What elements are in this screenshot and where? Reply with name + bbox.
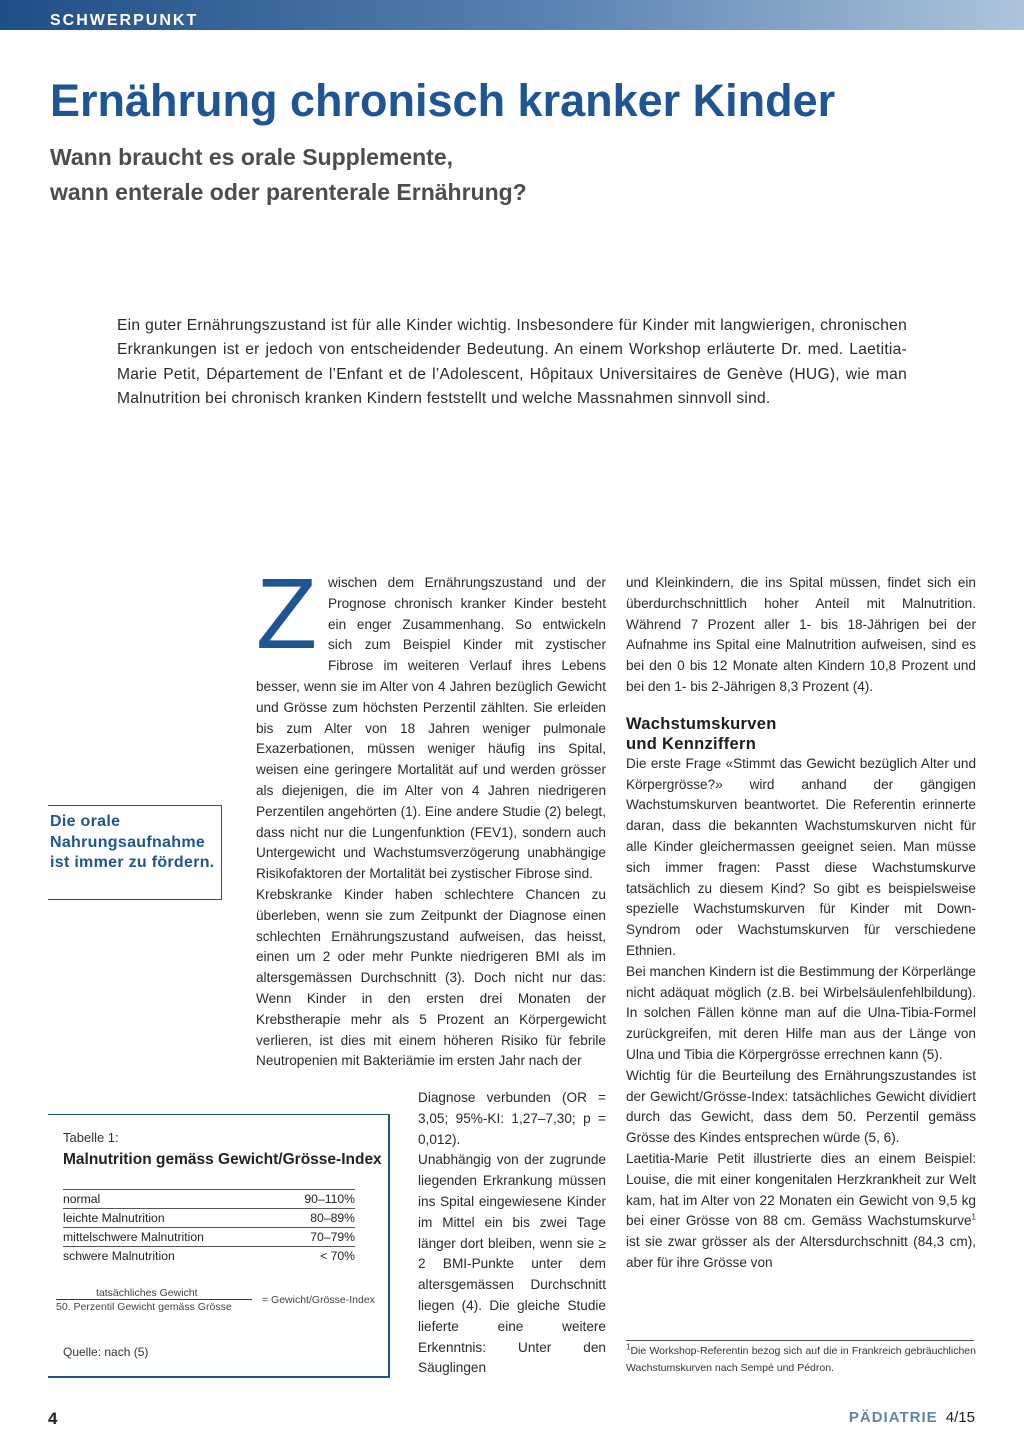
body-paragraph: Diagnose verbunden (OR = 3,05; 95%-KI: 1,27–7,30; p = 0,012). <box>418 1090 606 1147</box>
section-heading <box>626 714 976 754</box>
table-body <box>63 1189 355 1265</box>
subtitle-line-2: wann enterale oder parenterale Ernährung? <box>50 179 527 205</box>
table-source: Quelle: nach (5) <box>63 1345 149 1359</box>
lead-paragraph: Ein guter Ernährungszustand ist für alle Kinder wichtig. Insbesondere für Kinder mit langwierigen, chronischen Erkrankungen ist er jedoch von entscheidender Bedeutung. An einem Workshop erläuterte Dr. med. Laetitia-Marie Petit, Département de l’Enfant et de l’Adolescent, Hôpitaux Universitaires de Genève (HUG), wie man Malnutrition bei chronisch kranken Kindern feststellt und welche Massnahmen sinnvoll sind. <box>117 317 907 408</box>
body-paragraph: Bei manchen Kindern ist die Bestimmung der Körperlänge nicht adäquat möglich (z.B. bei Wirbelsäulenfehlbildung). In solchen Fällen könne man auf die Ulna-Tibia-Formel zurückgreifen, mit deren Hilfe man aus der Länge von Ulna und Tibia die Körpergrösse errechnen kann (5). <box>626 963 976 1062</box>
article-subtitle <box>50 140 750 210</box>
table-cell-category: schwere Malnutrition <box>63 1249 175 1263</box>
body-text-fragment: Laetitia-Marie Petit illustrierte dies an einem Beispiel: Louise, die mit einer kongenitalen Herzkrankheit zur Welt kam, hat im Alter von 22 Monaten ein Gewicht von 9,5 kg bei einer Grösse von 88 cm. Gemäss Wachstumskurve <box>626 1150 976 1229</box>
fraction-bar <box>56 1299 252 1300</box>
table-row <box>63 1209 355 1228</box>
subtitle-line-1: Wann braucht es orale Supplemente, <box>50 144 454 170</box>
malnutrition-table-box <box>48 1114 390 1378</box>
table-row <box>63 1228 355 1247</box>
formula-numerator: tatsächliches Gewicht <box>96 1287 198 1299</box>
body-paragraph: Wichtig für die Beurteilung des Ernährungszustandes ist der Gewicht/Grösse-Index: tatsächliches Gewicht dividiert durch das Gewicht, dass dem 50. Perzentil gemäss Grösse des Kindes entsprechen würde (5, 6). <box>626 1067 976 1146</box>
footnote-reference: 1 <box>971 1212 976 1222</box>
table-cell-category: normal <box>63 1192 101 1206</box>
body-paragraph: und Kleinkindern, die ins Spital müssen, findet sich ein überdurchschnittlich hoher Anteil mit Malnutrition. Während 7 Prozent aller 1- bis 18-Jährigen bei der Aufnahme ins Spital eine Malnutrition aufweisen, sind es bei den 0 bis 12 Monate alten Kindern 10,8 Prozent und bei den 1- bis 2-Jährigen 8,3 Prozent (4). <box>626 575 976 694</box>
table-cell-category: leichte Malnutrition <box>63 1211 165 1225</box>
table-row <box>63 1189 355 1209</box>
table-cell-range: 90–110% <box>304 1192 355 1206</box>
body-paragraph: Krebskranke Kinder haben schlechtere Chancen zu überleben, wenn sie zum Zeitpunkt der Diagnose einen schlechten Ernährungszustand aufweisen, das heisst, einen um 2 oder mehr Punkte niedrigeren BMI als im altersgemässen Durchschnitt (3). Doch nicht nur das: Wenn Kinder in den ersten drei Monaten der Krebstherapie mehr als 5 Prozent an Körpergewicht verlieren, ist dies mit einem höheren Risiko für febrile Neutropenien mit Bakteriämie im ersten Jahr nach der <box>256 886 606 1069</box>
formula-result: = Gewicht/Grösse-Index <box>262 1294 375 1306</box>
table-row <box>63 1247 355 1265</box>
section-label: SCHWERPUNKT <box>50 12 199 29</box>
journal-issue: 4/15 <box>945 1409 975 1426</box>
pull-quote: Die orale Nahrungsaufnahme ist immer zu fördern. <box>48 805 222 900</box>
footnote-marker: 1 <box>626 1342 631 1352</box>
table-cell-range: < 70% <box>320 1249 355 1263</box>
body-column-2 <box>626 573 976 1274</box>
table-cell-category: mittelschwere Malnutrition <box>63 1230 204 1244</box>
body-paragraph: Die erste Frage «Stimmt das Gewicht bezüglich Alter und Körpergrösse?» wird anhand der gängigen Wachstumskurven beantwortet. Die Referentin erinnerte daran, dass die bekannten Wachstumskurven nicht für alle Kinder gleichermassen geeignet seien. Man müsse sich immer fragen: Passt diese Wachstumskurve tatsächlich zu diesem Kind? So gibt es beispielsweise spezielle Wachstumskurven für Kinder mit Down-Syndrom oder Wachstumskurven für verschiedene Ethnien. <box>626 755 976 958</box>
page-number: 4 <box>48 1409 58 1428</box>
table-label: Tabelle 1: <box>63 1130 119 1145</box>
journal-footer <box>849 1409 975 1426</box>
section-heading-line-2: und Kennziffern <box>626 734 757 753</box>
body-paragraph <box>626 1149 976 1274</box>
table-cell-range: 80–89% <box>310 1211 355 1225</box>
table-title: Malnutrition gemäss Gewicht/Grösse-Index <box>63 1151 382 1168</box>
article-title: Ernährung chronisch kranker Kinder <box>50 75 836 126</box>
formula-denominator: 50. Perzentil Gewicht gemäss Grösse <box>56 1301 232 1313</box>
body-paragraph: wischen dem Ernährungszustand und der Prognose chronisch kranker Kinder besteht ein enger Zusammenhang. So entwickeln sich zum Beispiel Kinder mit zystischer Fibrose im weiteren Verlauf ihres Lebens besser, wenn sie im Alter von 4 Jahren bezüglich Gewicht und Grösse zum höchsten Perzentil zählten. Sie erleiden bis zum Alter von 18 Jahren weniger pulmonale Exazerbationen, müssen weniger häufig ins Spital, weisen eine geringere Mortalität auf und werden grösser als diejenigen, die im Alter von 4 Jahren niedrigeren Perzentilen angehörten (1). Eine andere Studie (2) belegt, dass nicht nur die Lungenfunktion (FEV1), sondern auch Untergewicht und Wachstumsverzögerung unabhängige Risikofaktoren der Mortalität bei zystischer Fibrose sind. <box>256 575 606 882</box>
table-cell-range: 70–79% <box>310 1230 355 1244</box>
body-column-1 <box>256 558 606 1072</box>
body-column-1-continued <box>418 1088 606 1379</box>
footnote-divider <box>626 1340 974 1341</box>
journal-name: PÄDIATRIE <box>848 1409 938 1426</box>
footnote <box>626 1343 976 1377</box>
body-text-fragment: ist sie zwar grösser als der Altersdurchschnitt (84,3 cm), aber für ihre Grösse von <box>626 1234 976 1270</box>
footnote-text: Die Workshop-Referentin bezog sich auf die in Frankreich gebräuchlichen Wachstumskurven nach Sempé und Pédron. <box>626 1345 976 1374</box>
section-heading-line-1: Wachstumskurven <box>626 714 777 733</box>
body-paragraph: Unabhängig von der zugrunde liegenden Erkrankung müssen ins Spital eingewiesene Kinder im Mittel ein bis zwei Tage länger dort bleiben, wenn sie ≥ 2 BMI-Punkte unter dem altersgemässen Durchschnitt liegen (4). Die gleiche Studie lieferte eine weitere Erkenntnis: Unter den Säuglingen <box>418 1152 606 1376</box>
index-formula <box>54 1287 384 1315</box>
drop-cap: Z <box>256 558 318 670</box>
